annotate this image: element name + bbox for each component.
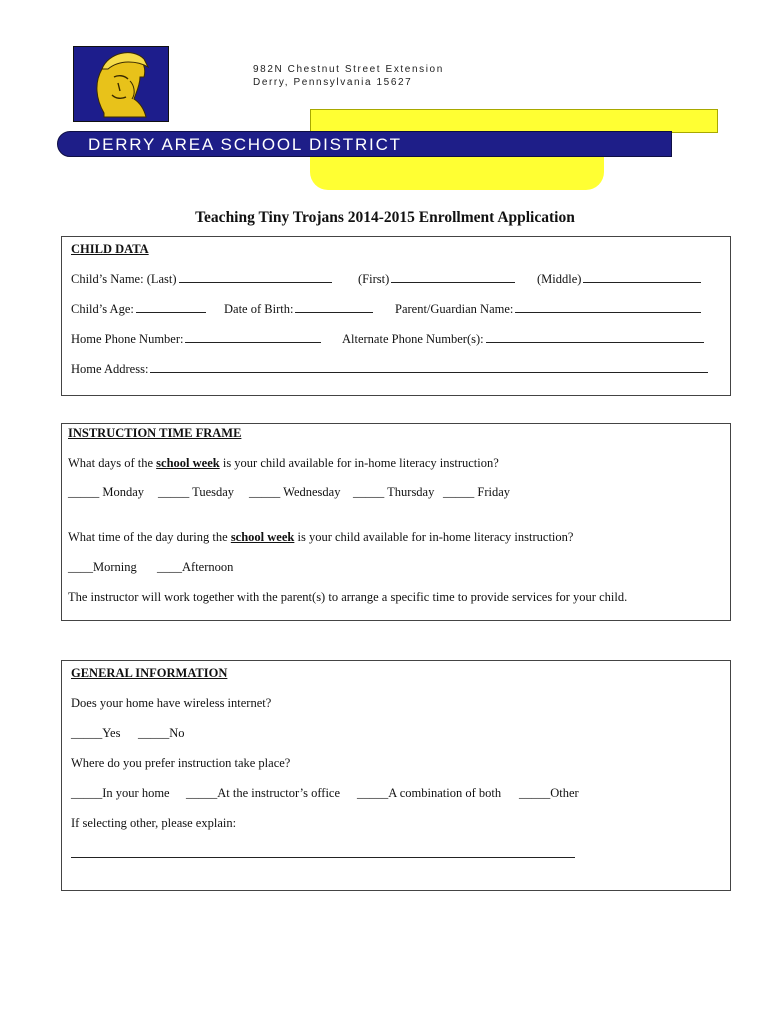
child-data-heading: CHILD DATA xyxy=(71,242,149,256)
days-question-text-end: is your child available for in-home literacy instruction? xyxy=(219,456,499,470)
childs-age-field[interactable] xyxy=(71,302,206,317)
option-friday[interactable]: _____ Friday xyxy=(443,485,511,499)
option-combination[interactable]: _____A combination of both xyxy=(357,786,502,800)
address-line-1: 982N Chestnut Street Extension xyxy=(253,64,444,75)
district-address xyxy=(253,63,444,89)
trojan-logo xyxy=(73,46,169,122)
days-question-text: What days of the xyxy=(68,456,157,470)
form-title: Teaching Tiny Trojans 2014-2015 Enrollment Application xyxy=(195,209,575,226)
childs-first-name-label: (First) xyxy=(358,272,390,286)
childs-last-name-label: Child’s Name: (Last) xyxy=(71,272,177,286)
home-phone-label: Home Phone Number: xyxy=(71,332,184,346)
trojan-head-icon xyxy=(74,47,168,121)
date-of-birth-field[interactable] xyxy=(224,302,373,317)
days-question xyxy=(68,456,499,471)
header-accent-bar xyxy=(310,109,718,133)
home-address-field[interactable] xyxy=(71,362,708,377)
address-line-2: Derry, Pennsylvania 15627 xyxy=(253,77,413,88)
home-address-label: Home Address: xyxy=(71,362,149,376)
option-tuesday[interactable]: _____ Tuesday xyxy=(158,485,235,499)
time-question-emphasis: school week xyxy=(230,530,295,544)
option-morning[interactable]: ____Morning xyxy=(68,560,137,574)
option-monday[interactable]: _____ Monday xyxy=(68,485,145,499)
time-question-text: What time of the day during the xyxy=(68,530,231,544)
wifi-question: Does your home have wireless internet? xyxy=(71,696,272,710)
days-question-emphasis: school week xyxy=(156,456,220,470)
option-instructor-office[interactable]: _____At the instructor’s office xyxy=(186,786,341,800)
general-info-heading: GENERAL INFORMATION xyxy=(71,666,228,680)
childs-middle-name-label: (Middle) xyxy=(537,272,582,286)
option-wednesday[interactable]: _____ Wednesday xyxy=(249,485,341,499)
option-afternoon[interactable]: ____Afternoon xyxy=(157,560,234,574)
childs-last-name-field[interactable] xyxy=(71,272,332,287)
childs-middle-name-field[interactable] xyxy=(537,272,701,287)
home-phone-field[interactable] xyxy=(71,332,321,347)
instructor-note: The instructor will work together with the parent(s) to arrange a specific time to provide services for your child. xyxy=(68,590,628,604)
option-in-home[interactable]: _____In your home xyxy=(71,786,170,800)
date-of-birth-label: Date of Birth: xyxy=(224,302,294,316)
childs-first-name-field[interactable] xyxy=(358,272,515,287)
guardian-name-field[interactable] xyxy=(395,302,701,317)
alternate-phone-field[interactable] xyxy=(342,332,704,347)
explain-label: If selecting other, please explain: xyxy=(71,816,237,830)
alternate-phone-label: Alternate Phone Number(s): xyxy=(342,332,484,346)
district-banner: DERRY AREA SCHOOL DISTRICT xyxy=(57,131,672,157)
time-question-text-end: is your child available for in-home literacy instruction? xyxy=(294,530,574,544)
time-question xyxy=(68,530,573,545)
option-thursday[interactable]: _____ Thursday xyxy=(353,485,435,499)
explain-input-line[interactable] xyxy=(71,857,575,858)
option-wifi-yes[interactable]: _____Yes xyxy=(71,726,121,740)
location-question: Where do you prefer instruction take place? xyxy=(71,756,291,770)
guardian-name-label: Parent/Guardian Name: xyxy=(395,302,514,316)
instruction-time-heading: INSTRUCTION TIME FRAME xyxy=(68,426,242,440)
childs-age-label: Child’s Age: xyxy=(71,302,134,316)
option-other[interactable]: _____Other xyxy=(519,786,579,800)
option-wifi-no[interactable]: _____No xyxy=(138,726,185,740)
